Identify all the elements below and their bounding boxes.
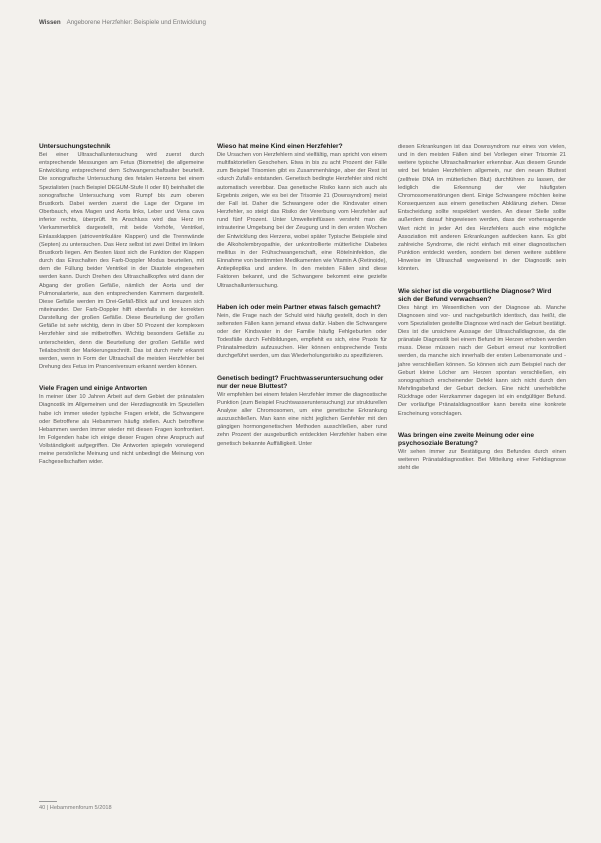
column-middle xyxy=(217,143,387,448)
heading-diagnose-sicherheit: Wie sicher ist die vorgeburtliche Diagnose? Wird sich der Befund verwachsen? xyxy=(398,287,552,303)
heading-genetik: Genetisch bedingt? Fruchtwasseruntersuchung oder nur der neue Bluttest? xyxy=(217,374,384,390)
paragraph-zweite-meinung: Wir sehen immer zur Bestätigung des Befundes durch einen weiteren Pränataldiagnostiker. Bei Mitteilung einer Fehldiagnose steht die xyxy=(398,448,566,471)
page-footer: 40 | Hebammenforum 5/2018 xyxy=(39,805,112,811)
heading-untersuchungstechnik: Untersuchungstechnik xyxy=(39,143,111,150)
column-right xyxy=(398,143,566,472)
paragraph-herzfehler-ursache: Die Ursachen von Herzfehlern sind vielfältig, man spricht von einem multifaktoriellen Geschehen. Etwa in bis zu acht Prozent der Fälle zum Beispiel Trisomien gibt es Zusammenhänge, aber der Rest ist «durch Zufall» entstanden. Genetisch bedingte Herzfehler sind nicht automatisch vererbbar. Das genetische Risiko kann sich auch als Ergebnis zeigen, wie es bei der Trisomie 21 (Downsyndrom) meist der Fall ist. Daher die Schwangere oder die Kindsvater einen Herzfehler, so steigt das Risiko der Vererbung vom Herzfehler auf rund fünf Prozent. Unter Umwelteinflüssen versteht man die intrauterine Umgebung bei der Zeugung und in den ersten Wochen der Entwicklung des Herzens, wobei später Typische Beispiele sind die Alkoholembryopathie, der unkontrollierte mütterliche Diabetes mellitus in der Frühschwangerschaft, eine Rötelninfektion, die Einnahme von bestimmten Medikamenten wie Vitamin A (Retinoide), Antiepileptika und andere. In den meisten Fällen sind diese Faktoren bekannt, und die Schwangere bekommt eine gezielte Ultraschalluntersuchung. xyxy=(217,152,387,289)
heading-fragen-antworten: Viele Fragen und einige Antworten xyxy=(39,385,148,393)
paragraph-continued: diesen Erkrankungen ist das Downsyndrom nur eines von vielen, und in den meisten Fällen sind bei Vorliegen einer Trisomie 21 weitere typische Ultraschallmarker erkennbar. Aus diesem Grunde wird bei fetalen Herzfehlern allgemein, nur den neuen Bluttest (zellfreie DNA im mütterlichen Blut) durchführen zu lassen, der lediglich die Erkennung der vier häufigsten Chromosomenstörungen dient. Einige Schwangere möchten keine Konsequenzen aus einem genetischen Abklärung ziehen. Diese Entscheidung sollte respektiert werden. An dieser Stelle sollte außerdem darauf hingewiesen werden, dass der vorhersagende Wert nicht in jeder Art des Herzfehlers auch eine mögliche Assoziation mit anderen Erkrankungen aufdecken kann. Es gibt zahlreiche Syndrome, die nicht einfach mit einer diagnostischen Punktion entdeckt werden, sondern bei denen weitere subtilere Hinweise im Ultraschall wegweisend in der Diagnostik sein könnten. xyxy=(398,144,566,273)
heading-schuld: Haben ich oder mein Partner etwas falsch gemacht? xyxy=(217,303,381,311)
paragraph-untersuchungstechnik: Bei einer Ultraschalluntersuchung wird zuerst durch entsprechende Messungen am Fetus (Biometrie) die allgemeine Entwicklung entsprechend dem Schwangerschaftsalter beurteilt. Die sonografische Untersuchung des fetalen Herzens bei einem Spezialisten (nach Beispiel DEGUM-Stufe II oder III) beinhaltet die sonografische Untersuchung vom Rumpf bis zum oberen Brustkorb. Dabei werden zuerst die Lage der Organe im Oberbauch, etwa Magen und Aorta links, Leber und Vena cava inferior rechts, überprüft. Im Anschluss wird das Herz im Vierkammerblick dargestellt, mit beide Vorhöfe, Ventrikel, Einlassklappen (atrioventrikuläre Klappen) und die Trennwände (Septen) zu untersuchen. Das Herz selbst ist zwei Drittel im linken Brustkorb liegen. Am Besten lässt sich die Funktion der Klappen durch das Einschalten des Farb-Doppler Modus beurteilen, mit dem die Füllung beider Ventrikel in der Diastole eingesehen werden kann. Durch Drehen des Ultraschallkopfes wird dann der Abgang der großen Gefäße, nämlich der Aorta und der Pulmonalarterie, aus den entsprechenden Kammern dargestellt. Diese Gefäße werden im Drei-Gefäß-Blick auf und kreuzen sich miteinander. Der Farb-Doppler hilft ebenfalls in der korrekten Darstellung der großen Gefäße. Diese Beurteilung der großen Gefäße ist sehr wichtig, denn in über 50 Prozent der komplexen Herzfehler sind sie mitbetroffen. Wichtig besonders Gefäße zu unterscheiden, denn die Beurteilung der großen Gefäße wird Teilabschnitt der Markierungsschnitt. Das ist durch mehr erkannt werden, wenn in Form der Ultraschall die meisten Herzfehler bei Drehung des Fetus im Pranceniversum erkannt werden können. xyxy=(39,152,204,371)
paragraph-genetik: Wir empfehlen bei einem fetalen Herzfehler immer die diagnostische Punktion (zum Beispiel Fruchtwasseruntersuchung) zur strukturellen Analyse aller Chromosomen, um eine genetische Erkrankung auszuschließen. Man kann eine nicht jeglichen Genfehler mit den gängigen hormongenetischen Methoden ausschließen, aber rund zehn Prozent der ausgeburtlich entdeckten Herzfehler haben eine genetisch bekannte Auffälligkeit. Unter xyxy=(217,391,387,447)
heading-zweite-meinung: Was bringen eine zweite Meinung oder eine psychosoziale Beratung? xyxy=(398,431,535,447)
paragraph-diagnose-sicherheit: Dies hängt im Wesentlichen von der Diagnose ab. Manche Diagnosen sind vor- und nachgeburtlich identisch, das heißt, die vom Spezialisten gestellte Diagnose wird nach der Geburt bestätigt. Dies ist die unsichere Aussage der Ultraschalldiagnose, da die pränatale Diagnostik bei einem Befund im Herzen erhoben werden muss. Diese müssen nach der Geburt erneut nur kontrolliert werden, da manche sich innerhalb der ersten Lebensmonate und -jahre verschließen können. So können sich zum Beispiel nach der Geburt kleine Löcher am Herzen spontan verschließen, ein sonographisch erscheinender Defekt kann sich nicht durch den Mehrlingsbefund der Geburt decken. Eine nicht unerhebliche Rückfrage oder Herzkammer dagegen ist ein endgültiger Befund. Der vorläufige Pränataldiagnostiker kann bereits eine konkrete Erscheinung vorschlagen. xyxy=(398,304,566,417)
paragraph-schuld: Nein, die Frage nach der Schuld wird häufig gestellt, doch in den seltensten Fällen kann jemand etwas dafür. Haben die Schwangere oder der Kindsvater in der Familie häufig Fehlgeburten oder Todesfälle durch Fehlbildungen, empfiehlt es sich, eine Praxis für Pränatalmedizin aufzusuchen. Hier können entsprechende Tests durchgeführt werden, um das Wiederholungsrisiko zu spezifizieren. xyxy=(217,312,387,360)
section-label: Wissen xyxy=(39,19,61,26)
footer-rule xyxy=(39,801,57,802)
header-subtitle: Angeborene Herzfehler: Beispiele und Entwicklung xyxy=(66,19,206,26)
running-header xyxy=(39,19,206,26)
paragraph-fragen-antworten: In meiner über 10 Jahren Arbeit auf dem Gebiet der pränatalen Diagnostik im Allgemeinen und der Herzdiagnostik im Speziellen habe ich immer wieder typische Fragen erlebt, die Schwangere oder Betroffene als Hebammen häufig stellen. Auch betroffene Hebammen werden immer wieder mit diesen Fragen konfrontiert. Im Folgenden habe ich einige dieser Fragen ohne Anspruch auf Vollständigkeit aufgegriffen. Die Antworten spiegeln vorwiegend meine persönliche Meinung und nicht unbedingt die Meinung von Fachgesellschaften wider. xyxy=(39,394,204,466)
column-left xyxy=(39,143,204,467)
heading-herzfehler-ursache: Wieso hat meine Kind einen Herzfehler? xyxy=(217,143,343,150)
